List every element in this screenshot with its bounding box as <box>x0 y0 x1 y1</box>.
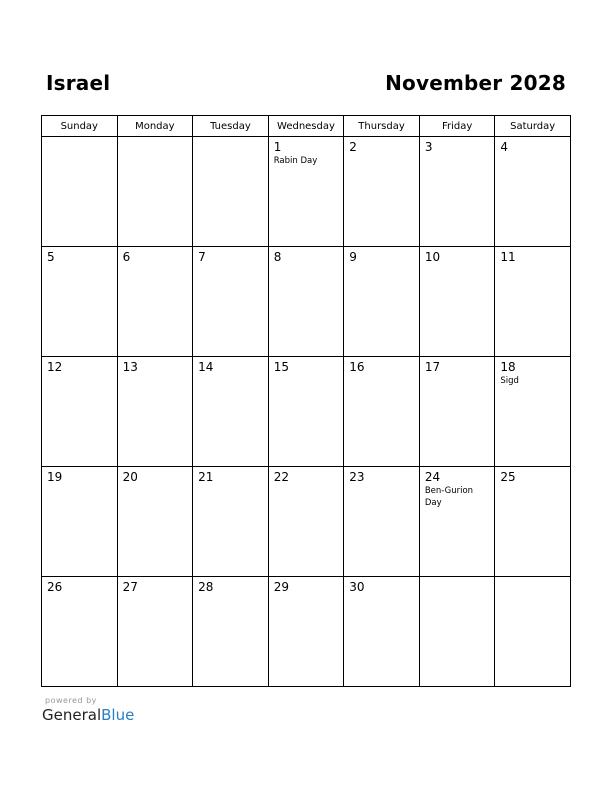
day-number: 18 <box>500 360 516 374</box>
day-cell <box>117 577 193 687</box>
powered-by-label: powered by <box>45 696 97 705</box>
day-cell <box>268 137 344 247</box>
day-cell <box>495 467 571 577</box>
day-cell <box>117 247 193 357</box>
day-cell <box>193 467 269 577</box>
week-row <box>42 467 571 577</box>
day-number: 5 <box>47 250 55 264</box>
footer-branding <box>42 696 134 724</box>
day-cell <box>268 577 344 687</box>
day-cell <box>344 137 420 247</box>
day-cell <box>495 137 571 247</box>
day-cell <box>495 357 571 467</box>
holiday-label: Ben-Gurion Day <box>424 486 474 508</box>
day-cell <box>42 247 118 357</box>
day-number: 9 <box>349 250 357 264</box>
brand-logo[interactable] <box>42 706 134 724</box>
day-cell <box>344 577 420 687</box>
day-number: 25 <box>500 470 516 484</box>
day-number: 22 <box>273 470 289 484</box>
day-cell <box>193 357 269 467</box>
calendar-grid <box>41 115 571 687</box>
day-cell <box>268 357 344 467</box>
day-number: 15 <box>273 360 289 374</box>
holiday-label: Sigd <box>500 376 519 386</box>
day-cell <box>344 467 420 577</box>
day-cell <box>419 357 495 467</box>
day-number: 29 <box>273 580 289 594</box>
day-cell <box>42 577 118 687</box>
weekday-saturday: Saturday <box>495 116 571 137</box>
day-number: 12 <box>47 360 63 374</box>
weekday-header-row <box>42 116 571 137</box>
week-row <box>42 137 571 247</box>
day-cell <box>419 137 495 247</box>
country-title: Israel <box>46 71 111 95</box>
day-number: 1 <box>273 140 282 154</box>
brand-name-general: General <box>42 706 102 724</box>
day-cell <box>419 577 495 687</box>
day-cell <box>42 357 118 467</box>
day-number: 4 <box>500 140 509 154</box>
month-title: November 2028 <box>385 71 566 95</box>
day-number: 3 <box>424 140 433 154</box>
weekday-thursday: Thursday <box>344 116 420 137</box>
weekday-friday: Friday <box>419 116 495 137</box>
day-number: 28 <box>198 580 214 594</box>
day-cell <box>344 247 420 357</box>
week-row <box>42 577 571 687</box>
day-cell <box>193 577 269 687</box>
weekday-wednesday: Wednesday <box>268 116 344 137</box>
day-number: 17 <box>424 360 441 374</box>
day-number: 11 <box>500 250 516 264</box>
day-cell <box>419 467 495 577</box>
day-number: 23 <box>349 470 365 484</box>
day-number: 8 <box>273 250 282 264</box>
day-cell <box>419 247 495 357</box>
day-cell <box>117 467 193 577</box>
day-number: 21 <box>198 470 214 484</box>
week-row <box>42 247 571 357</box>
day-number: 30 <box>349 580 365 594</box>
day-cell <box>495 577 571 687</box>
weekday-tuesday: Tuesday <box>193 116 269 137</box>
holiday-label: Rabin Day <box>273 156 318 166</box>
week-row <box>42 357 571 467</box>
brand-name-blue: Blue <box>101 706 135 724</box>
day-number: 16 <box>349 360 365 374</box>
day-cell <box>268 467 344 577</box>
day-number: 7 <box>198 250 206 264</box>
day-cell <box>193 137 269 247</box>
day-number: 20 <box>122 470 138 484</box>
day-number: 6 <box>122 250 131 264</box>
day-number: 13 <box>122 360 138 374</box>
day-number: 14 <box>198 360 214 374</box>
day-number: 27 <box>122 580 138 594</box>
day-cell <box>344 357 420 467</box>
day-cell <box>268 247 344 357</box>
day-cell <box>42 467 118 577</box>
day-cell <box>117 357 193 467</box>
weekday-monday: Monday <box>117 116 193 137</box>
day-number: 10 <box>424 250 441 264</box>
day-number: 19 <box>47 470 63 484</box>
day-cell <box>495 247 571 357</box>
day-number: 2 <box>349 140 357 154</box>
weekday-sunday: Sunday <box>42 116 118 137</box>
day-cell <box>117 137 193 247</box>
day-number: 24 <box>424 470 441 484</box>
day-number: 26 <box>47 580 63 594</box>
day-cell <box>193 247 269 357</box>
day-cell <box>42 137 118 247</box>
